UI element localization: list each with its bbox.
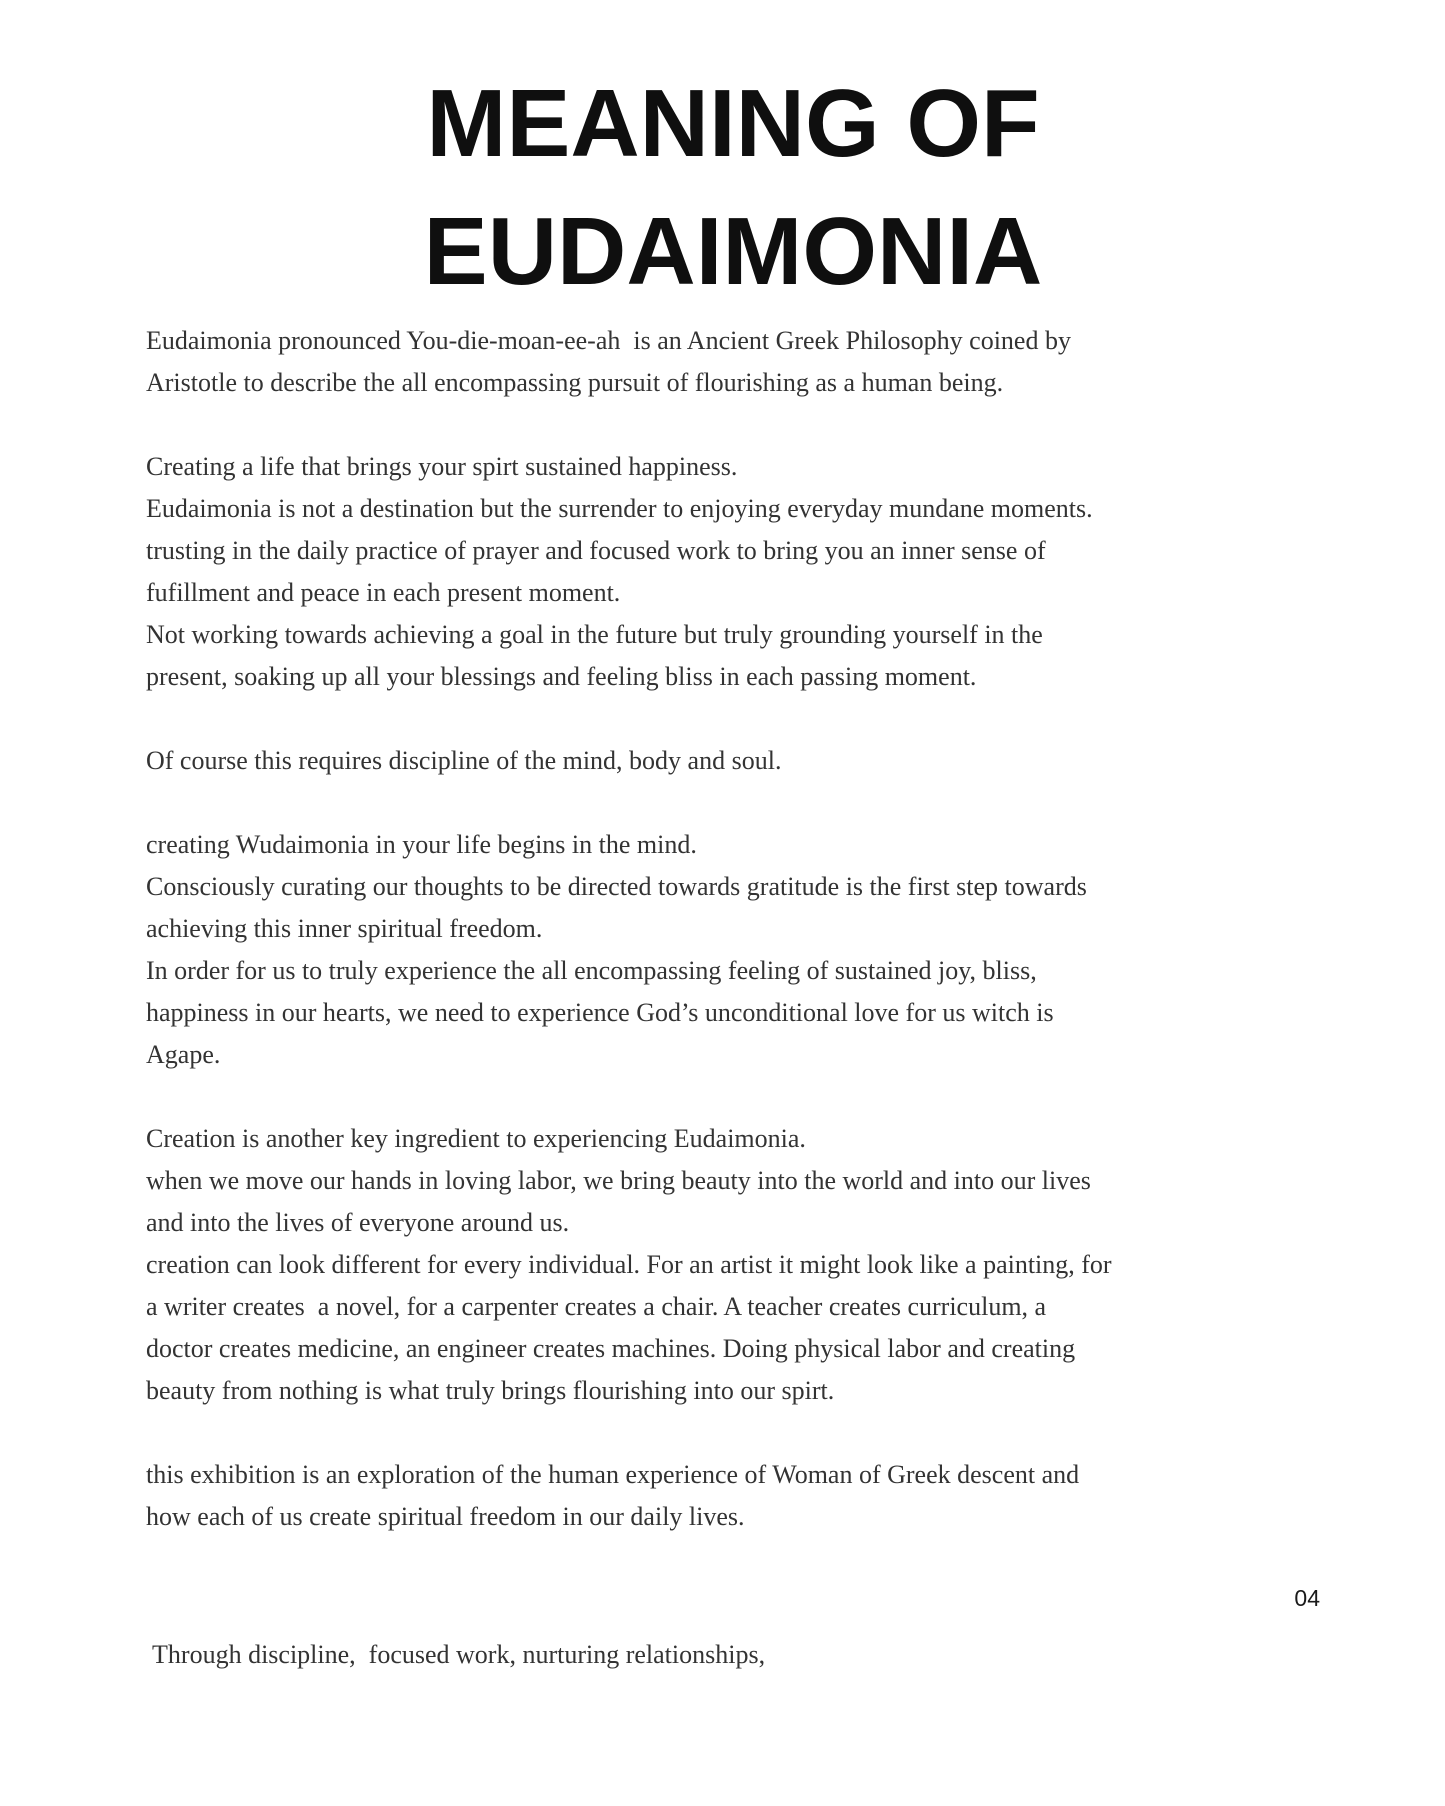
- text-line: creation can look different for every individual. For an artist it might look like a painting, for: [146, 1250, 1112, 1279]
- text-line: Creating a life that brings your spirt sustained happiness.: [146, 452, 738, 481]
- text-line: creating Wudaimonia in your life begins in the mind.: [146, 830, 697, 859]
- page-title-line1: MEANING OF: [426, 70, 1040, 177]
- paragraph: [146, 320, 1320, 404]
- text-line: doctor creates medicine, an engineer creates machines. Doing physical labor and creating: [146, 1334, 1076, 1363]
- text-line: trusting in the daily practice of prayer and focused work to bring you an inner sense of: [146, 536, 1046, 565]
- paragraph: [146, 446, 1320, 698]
- paragraph: [146, 1118, 1320, 1412]
- paragraph: [146, 824, 1320, 1076]
- text-line: Creation is another key ingredient to experiencing Eudaimonia.: [146, 1124, 806, 1153]
- text-line: this exhibition is an exploration of the human experience of Woman of Greek descent and: [146, 1460, 1080, 1489]
- page-content: [0, 60, 1445, 1676]
- text-line: fufillment and peace in each present moment.: [146, 578, 621, 607]
- text-line: happiness in our hearts, we need to experience God’s unconditional love for us witch is: [146, 998, 1054, 1027]
- text-line: Of course this requires discipline of the mind, body and soul.: [146, 746, 782, 775]
- paragraph: [146, 740, 1320, 782]
- text-line: In order for us to truly experience the all encompassing feeling of sustained joy, bliss,: [146, 956, 1037, 985]
- page-title-line2: EUDAIMONIA: [423, 198, 1043, 305]
- text-line: a writer creates a novel, for a carpenter creates a chair. A teacher creates curriculum, a: [146, 1292, 1047, 1321]
- paragraph: [146, 1454, 1320, 1538]
- text-line: beauty from nothing is what truly brings flourishing into our spirt.: [146, 1376, 835, 1405]
- body-text: [146, 320, 1320, 1538]
- page-title: [146, 60, 1320, 316]
- text-line: Agape.: [146, 1040, 221, 1069]
- text-line: Consciously curating our thoughts to be directed towards gratitude is the first step towards: [146, 872, 1087, 901]
- page-number: 04: [1294, 1585, 1320, 1611]
- text-line: how each of us create spiritual freedom in our daily lives.: [146, 1502, 745, 1531]
- text-line: Eudaimonia is not a destination but the surrender to enjoying everyday mundane moments.: [146, 494, 1093, 523]
- text-line: achieving this inner spiritual freedom.: [146, 914, 543, 943]
- text-line: when we move our hands in loving labor, we bring beauty into the world and into our lives: [146, 1166, 1091, 1195]
- text-line: Not working towards achieving a goal in the future but truly grounding yourself in the: [146, 620, 1043, 649]
- text-line: and into the lives of everyone around us.: [146, 1208, 570, 1237]
- text-line: Aristotle to describe the all encompassing pursuit of flourishing as a human being.: [146, 368, 1004, 397]
- text-line: Eudaimonia pronounced You-die-moan-ee-ah is an Ancient Greek Philosophy coined by: [146, 326, 1071, 355]
- text-line: present, soaking up all your blessings and feeling bliss in each passing moment.: [146, 662, 977, 691]
- footer-line: Through discipline, focused work, nurturing relationships,: [146, 1640, 766, 1669]
